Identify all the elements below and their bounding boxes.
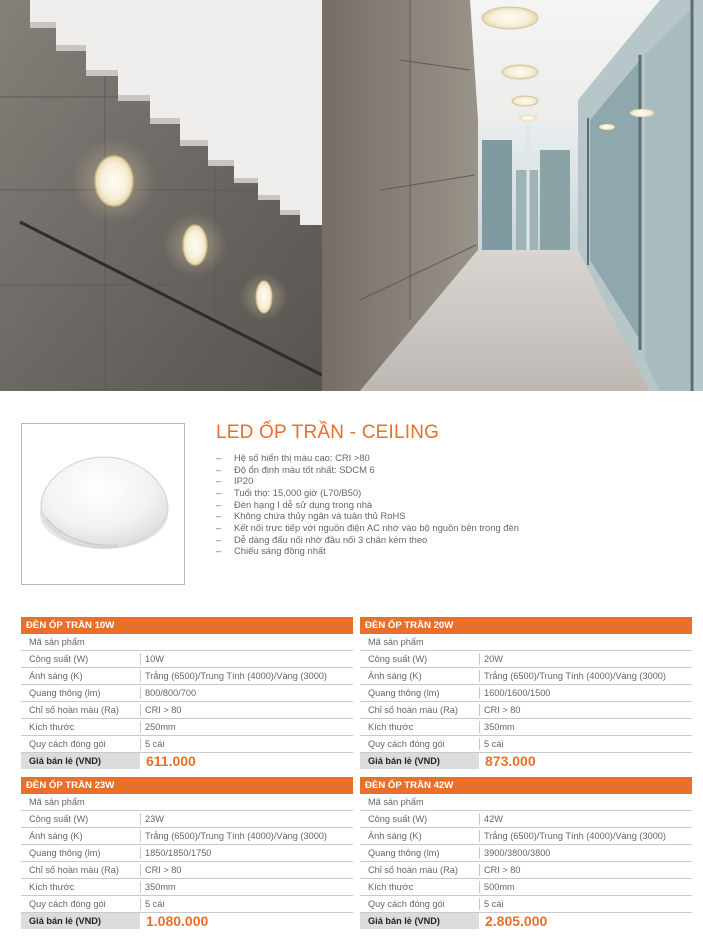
spec-row-light: Ánh sáng (K) Trắng (6500)/Trung Tính (4000)/Vàng (3000) <box>21 828 353 845</box>
spec-table-20w <box>360 617 692 769</box>
spec-row-power: Công suất (W) 42W <box>360 811 692 828</box>
spec-row-pack: Quy cách đóng gói 5 cái <box>21 736 353 753</box>
spec-row-price: Giá bán lẻ (VND) 2.805.000 <box>360 913 692 929</box>
feature-item: – Độ ổn định màu tốt nhất: SDCM 6 <box>216 463 375 475</box>
feature-item: – Không chứa thủy ngân và tuân thủ RoHS <box>216 510 406 522</box>
spec-row-size: Kích thước 350mm <box>21 879 353 896</box>
spec-row-price: Giá bán lẻ (VND) 873.000 <box>360 753 692 769</box>
feature-item: – Tuổi thọ: 15,000 giờ (L70/B50) <box>216 486 362 498</box>
spec-table-42w <box>360 777 692 929</box>
feature-item: – Chiếu sáng đồng nhất <box>216 545 326 557</box>
spec-row-size: Kích thước 250mm <box>21 719 353 736</box>
hero-illustration <box>0 0 703 391</box>
spec-row-cri: Chỉ số hoàn màu (Ra) CRI > 80 <box>21 862 353 879</box>
product-title: LED ỐP TRẦN - CEILING <box>216 422 440 443</box>
spec-row-cri: Chỉ số hoàn màu (Ra) CRI > 80 <box>21 702 353 719</box>
spec-row-pack: Quy cách đóng gói 5 cái <box>360 736 692 753</box>
spec-row-cri: Chỉ số hoàn màu (Ra) CRI > 80 <box>360 702 692 719</box>
spec-table-title: ĐÈN ỐP TRẦN 20W <box>360 617 692 634</box>
price-value: 873.000 <box>479 753 692 769</box>
spec-row-flux: Quang thông (lm) 1600/1600/1500 <box>360 685 692 702</box>
feature-item: – Kết nối trực tiếp với nguồn điện AC nhờ vào bộ nguồn bên trong đèn <box>216 521 519 533</box>
feature-item: – IP20 <box>216 475 254 487</box>
spec-row-light: Ánh sáng (K) Trắng (6500)/Trung Tính (4000)/Vàng (3000) <box>21 668 353 685</box>
spec-row-pack: Quy cách đóng gói 5 cái <box>21 896 353 913</box>
spec-row-cri: Chỉ số hoàn màu (Ra) CRI > 80 <box>360 862 692 879</box>
spec-row-code: Mã sản phẩm <box>360 634 692 651</box>
spec-row-code: Mã sản phẩm <box>21 634 353 651</box>
spec-row-light: Ánh sáng (K) Trắng (6500)/Trung Tính (4000)/Vàng (3000) <box>360 828 692 845</box>
feature-item: – Đèn hạng I dễ sử dụng trong nhà <box>216 498 373 510</box>
spec-row-power: Công suất (W) 20W <box>360 651 692 668</box>
price-value: 1.080.000 <box>140 913 353 929</box>
hero-photo <box>0 0 703 391</box>
spec-row-light: Ánh sáng (K) Trắng (6500)/Trung Tính (4000)/Vàng (3000) <box>360 668 692 685</box>
spec-row-code: Mã sản phẩm <box>360 794 692 811</box>
feature-item: – Dễ dàng đấu nối nhờ đầu nối 3 chân kèm theo <box>216 533 428 545</box>
spec-row-flux: Quang thông (lm) 800/800/700 <box>21 685 353 702</box>
feature-item: – Hệ số hiển thị màu cao: CRI >80 <box>216 452 370 463</box>
spec-row-code: Mã sản phẩm <box>21 794 353 811</box>
feature-list <box>216 452 519 557</box>
spec-row-size: Kích thước 500mm <box>360 879 692 896</box>
spec-row-flux: Quang thông (lm) 3900/3800/3800 <box>360 845 692 862</box>
spec-table-title: ĐÈN ỐP TRẦN 42W <box>360 777 692 794</box>
spec-table-title: ĐÈN ỐP TRẦN 10W <box>21 617 353 634</box>
product-image <box>21 423 185 585</box>
spec-row-flux: Quang thông (lm) 1850/1850/1750 <box>21 845 353 862</box>
price-value: 2.805.000 <box>479 913 692 929</box>
spec-row-price: Giá bán lẻ (VND) 611.000 <box>21 753 353 769</box>
spec-table-23w <box>21 777 353 929</box>
ceiling-lamp-image <box>22 424 184 584</box>
spec-row-power: Công suất (W) 23W <box>21 811 353 828</box>
spec-row-power: Công suất (W) 10W <box>21 651 353 668</box>
spec-row-pack: Quy cách đóng gói 5 cái <box>360 896 692 913</box>
spec-row-price: Giá bán lẻ (VND) 1.080.000 <box>21 913 353 929</box>
spec-table-title: ĐÈN ỐP TRẦN 23W <box>21 777 353 794</box>
spec-row-size: Kích thước 350mm <box>360 719 692 736</box>
spec-table-10w <box>21 617 353 769</box>
price-value: 611.000 <box>140 753 353 769</box>
